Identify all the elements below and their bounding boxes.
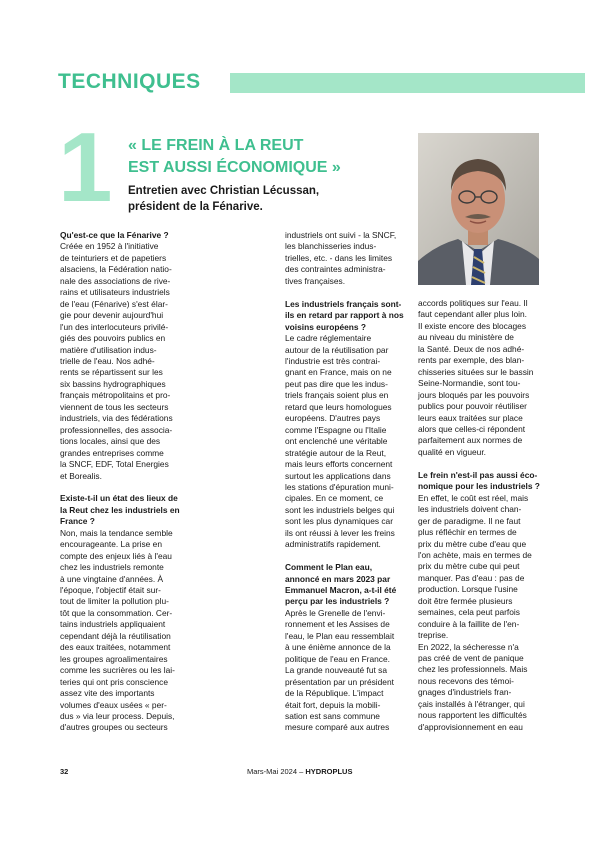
answer-text-line: nous recevons des témoi-: [418, 675, 514, 686]
answer-text-line: semaines, cela peut parfois: [418, 607, 520, 618]
answer-text-line: d'approvisionnement en eau: [418, 721, 523, 732]
answer-text-line: triels français soient plus en: [285, 390, 389, 401]
answer-text-line: Le cadre réglementaire: [285, 333, 372, 344]
answer-text-line: et Borealis.: [60, 470, 102, 481]
section-bar: [230, 73, 585, 93]
answer-text-line: alsaciens, la Fédération natio-: [60, 264, 172, 275]
article-column-1: [60, 230, 183, 734]
answer-text-line: ronnement et les Assises de: [285, 619, 390, 630]
answer-text-line: tives françaises.: [285, 275, 346, 286]
answer-text-line: leurs eaux traitées sur place: [418, 412, 523, 423]
answer-text-line: de teinturiers et de papetiers: [60, 252, 167, 263]
answer-text-line: l'industrie est très contrai-: [285, 355, 381, 366]
answer-text-line: conduire à la faillite de l'en-: [418, 618, 520, 629]
article-column-2: [285, 230, 408, 734]
answer-text-line: l'eau, le Plan eau ressemblait: [285, 630, 395, 641]
answer-text-line: la SNCF, EDF, Total Energies: [60, 459, 169, 470]
answer-text-line: compte des enjeux liés à l'eau: [60, 550, 172, 561]
answer-text-line: trielle de l'eau. Nos adhé-: [60, 355, 155, 366]
answer-text-line: En effet, le coût est réel, mais: [418, 492, 529, 503]
answer-text-line: chez les professionnels. Mais: [418, 664, 528, 675]
answer-text-line: industriels ont suivi - la SNCF,: [285, 230, 397, 240]
interview-question-line: France ?: [60, 516, 95, 527]
interview-question-line: ils en retard par rapport à nos: [285, 310, 404, 321]
answer-text-line: gie pour devenir aujourd'hui: [60, 310, 164, 321]
answer-text-line: trielles, etc. - dans les limites: [285, 252, 393, 263]
answer-text-line: rents par exemple, des blan-: [418, 355, 525, 366]
answer-text-line: à une énième annonce de la: [285, 642, 391, 653]
page-number: 32: [60, 767, 69, 776]
interview-question-line: Emmanuel Macron, a-t-il été: [285, 585, 397, 596]
headline-line-2: EST AUSSI ÉCONOMIQUE »: [128, 159, 341, 176]
interview-question-line: Existe-t-il un état des lieux de: [60, 493, 178, 504]
answer-text-line: tions locales, ainsi que des: [60, 436, 161, 447]
answer-text-line: au niveau du ministère de: [418, 332, 514, 343]
paragraph-gap: [60, 482, 183, 493]
interview-question-line: perçu par les industriels ?: [285, 596, 390, 607]
answer-text-line: professionnelles, des associa-: [60, 424, 173, 435]
headline-line-1: « LE FREIN À LA REUT: [128, 137, 304, 154]
answer-text-line: gnages d'industriels fran-: [418, 687, 512, 698]
issue-date: Mars-Mai 2024 –: [247, 767, 306, 776]
article-column-3: [418, 298, 541, 733]
answer-text-line: l'un des interlocuteurs privilé-: [60, 321, 169, 332]
answer-text-line: prix du mètre cube d'eau que: [418, 538, 527, 549]
article-headline: [128, 135, 408, 179]
answer-text-line: doit être fermée plusieurs: [418, 595, 513, 606]
interview-question-line: annoncé en mars 2023 par: [285, 573, 391, 584]
answer-text-line: nous rapportent les difficultés: [418, 710, 527, 721]
answer-text-line: assez vite des importants: [60, 688, 155, 699]
subtitle-line-2: président de la Fénarive.: [128, 201, 263, 213]
answer-text-line: teries qui ont pris conscience: [60, 676, 168, 687]
portrait-photo: [418, 133, 539, 285]
answer-text-line: présentation par un président: [285, 676, 394, 687]
answer-text-line: comme l'Espagne ou l'Italie: [285, 424, 387, 435]
answer-text-line: gnant en France, mais on ne: [285, 367, 392, 378]
answer-text-line: jours bloqués par les pouvoirs: [418, 389, 530, 400]
paragraph-gap: [418, 458, 541, 469]
answer-text-line: qualité en vigueur.: [418, 446, 486, 457]
answer-text-line: volumes d'eaux usées « per-: [60, 699, 167, 710]
answer-text-line: retard que leurs homologues: [285, 401, 392, 412]
answer-text-line: les stations d'épuration muni-: [285, 481, 394, 492]
interview-question-line: Les industriels français sont-: [285, 298, 402, 309]
answer-text-line: sation est sans commune: [285, 711, 380, 721]
subtitle-line-1: Entretien avec Christian Lécussan,: [128, 185, 320, 197]
interview-question-line: Comment le Plan eau,: [285, 562, 373, 573]
answer-text-line: sont les plus dynamiques car: [285, 516, 393, 527]
answer-text-line: treprise.: [418, 630, 449, 641]
answer-text-line: mesure comparé aux autres: [285, 722, 390, 733]
answer-text-line: pas créé de vent de panique: [418, 653, 524, 664]
answer-text-line: prix du mètre cube qui peut: [418, 561, 520, 572]
answer-text-line: Après le Grenelle de l'envi-: [285, 607, 386, 618]
answer-text-line: chez les industriels remonte: [60, 562, 164, 573]
answer-text-line: administratifs rapidement.: [285, 539, 381, 550]
answer-text-line: cipales. En ce moment, ce: [285, 493, 384, 504]
answer-text-line: ils ont réussi à lever les freins: [285, 527, 395, 538]
answer-text-line: parfaitement aux normes de: [418, 435, 523, 446]
answer-text-line: industriels, via des fédérations: [60, 413, 173, 424]
magazine-name: HYDROPLUS: [305, 767, 353, 776]
answer-text-line: mais leurs efforts concernent: [285, 459, 393, 470]
answer-text-line: tains industriels appliquaient: [60, 619, 166, 630]
answer-text-line: stratégie autour de la Reut,: [285, 447, 387, 458]
answer-text-line: sont les industriels belges qui: [285, 504, 395, 515]
answer-text-line: publics pour pouvoir réutiliser: [418, 401, 527, 412]
portrait-illustration: [418, 133, 539, 285]
interview-question-line: nomique pour les industriels ?: [418, 481, 540, 492]
answer-text-line: Seine-Normandie, sont tou-: [418, 378, 521, 389]
answer-text-line: dus » via leur process. Depuis,: [60, 711, 175, 722]
answer-text-line: çais installés à l'étranger, qui: [418, 698, 525, 709]
answer-text-line: ger de paradigme. Il ne faut: [418, 515, 521, 526]
answer-text-line: encourageante. La prise en: [60, 539, 162, 550]
interview-question-line: Qu'est-ce que la Fénarive ?: [60, 230, 169, 240]
answer-text-line: alors que celles-ci répondent: [418, 423, 526, 434]
answer-text-line: les groupes agroalimentaires: [60, 653, 168, 664]
answer-text-line: des contraintes administra-: [285, 264, 386, 275]
paragraph-gap: [285, 551, 408, 562]
answer-text-line: était fort, depuis la mobili-: [285, 699, 381, 710]
answer-text-line: rents se répartissent sur les: [60, 367, 163, 378]
answer-text-line: l'on achète, mais en termes de: [418, 549, 532, 560]
answer-text-line: de la République. L'impact: [285, 688, 384, 699]
answer-text-line: surtout les applications dans: [285, 470, 391, 481]
answer-text-line: Il existe encore des blocages: [418, 320, 527, 331]
answer-text-line: autour de la réutilisation par: [285, 344, 389, 355]
answer-text-line: politique de l'eau en France.: [285, 653, 390, 664]
interview-question-line: Le frein n'est-il pas aussi éco-: [418, 469, 538, 480]
answer-text-line: chisseries situées sur le bassin: [418, 366, 534, 377]
article-subtitle: [128, 183, 388, 215]
interview-question-line: la Reut chez les industriels en: [60, 504, 180, 515]
paragraph-gap: [285, 287, 408, 298]
answer-text-line: comme les sucrières ou les lai-: [60, 665, 175, 676]
answer-text-line: six bassins hydrographiques: [60, 378, 166, 389]
answer-text-line: Non, mais la tendance semble: [60, 527, 173, 538]
answer-text-line: accords politiques sur l'eau. Il: [418, 298, 528, 308]
answer-text-line: manquer. Pas d'eau : pas de: [418, 572, 525, 583]
answer-text-line: de l'eau (Fénarive) s'est élar-: [60, 298, 168, 309]
article-number: 1: [58, 112, 113, 222]
interview-question-line: voisins européens ?: [285, 321, 366, 332]
answer-text-line: des eaux traitées, notamment: [60, 642, 171, 653]
answer-text-line: peut pas dire que les indus-: [285, 378, 388, 389]
answer-text-line: rains et utilisateurs industriels: [60, 287, 170, 298]
answer-text-line: viennent de tous les secteurs: [60, 401, 169, 412]
answer-text-line: nale des associations de rive-: [60, 275, 171, 286]
answer-text-line: giés des pouvoirs publics en: [60, 333, 166, 344]
answer-text-line: l'époque, l'objectif était sur-: [60, 585, 161, 596]
answer-text-line: faut cependant aller plus loin.: [418, 309, 527, 320]
section-title: TECHNIQUES: [58, 70, 201, 93]
answer-text-line: les blanchisseries indus-: [285, 241, 377, 252]
answer-text-line: matière d'utilisation indus-: [60, 344, 157, 355]
answer-text-line: Créée en 1952 à l'initiative: [60, 241, 159, 252]
answer-text-line: d'autres groupes ou secteurs: [60, 722, 168, 733]
footer-issue: [247, 767, 352, 776]
answer-text-line: cependant déjà la réutilisation: [60, 630, 171, 641]
answer-text-line: ont enclenché une véritable: [285, 436, 388, 447]
answer-text-line: tôt que la consommation. Cer-: [60, 607, 173, 618]
answer-text-line: tout de limiter la pollution plu-: [60, 596, 169, 607]
answer-text-line: production. Lorsque l'usine: [418, 584, 518, 595]
answer-text-line: les industriels doivent chan-: [418, 504, 522, 515]
answer-text-line: français métropolitains et pro-: [60, 390, 171, 401]
answer-text-line: plus réfléchir en termes de: [418, 527, 517, 538]
answer-text-line: En 2022, la sécheresse n'a: [418, 641, 519, 652]
answer-text-line: La grande nouveauté fut sa: [285, 665, 387, 676]
answer-text-line: la Santé. Deux de nos adhé-: [418, 343, 525, 354]
answer-text-line: grandes entreprises comme: [60, 447, 164, 458]
answer-text-line: à une vingtaine d'années. À: [60, 573, 164, 584]
answer-text-line: européens. D'autres pays: [285, 413, 381, 424]
